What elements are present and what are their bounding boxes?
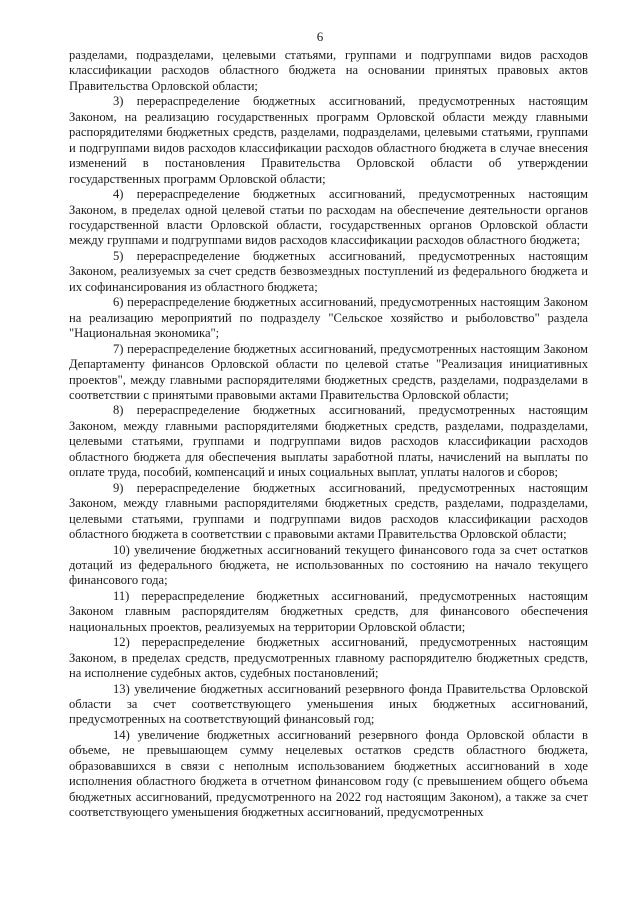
paragraph-item-13: 13) увеличение бюджетных ассигнований резервного фонда Правительства Орловской области за счет соответствующего уменьшения иных бюджетных ассигнований, предусмотренных на соответствующий финансовый год; — [69, 681, 588, 727]
paragraph-item-9: 9) перераспределение бюджетных ассигнований, предусмотренных настоящим Законом, между главными распорядителями бюджетных средств, разделами, подразделами, целевыми статьями, группами и подгруппами видов расходов классификации расходов областного бюджета в соответствии с правовыми актами Правительства Орловской области; — [69, 480, 588, 542]
paragraph-item-6: 6) перераспределение бюджетных ассигнований, предусмотренных настоящим Законом на реализацию мероприятий по подразделу "Сельское хозяйство и рыболовство" раздела "Национальная экономика"; — [69, 295, 588, 341]
paragraph-item-5: 5) перераспределение бюджетных ассигнований, предусмотренных настоящим Законом, реализуемых за счет средств безвозмездных поступлений из федерального бюджета и их софинансирования из областного бюджета; — [69, 248, 588, 294]
paragraph-continuation: разделами, подразделами, целевыми статьями, группами и подгруппами видов расходов классификации расходов областного бюджета на основании принятых правовых актов Правительства Орловской области; — [69, 48, 588, 93]
paragraph-item-4: 4) перераспределение бюджетных ассигнований, предусмотренных настоящим Законом, в пределах одной целевой статьи по расходам на обеспечение деятельности органов государственной власти Орловской области, государственных органов Орловской области между группами и подгруппами видов расходов классификации расходов областного бюджета; — [69, 187, 588, 248]
paragraph-item-10: 10) увеличение бюджетных ассигнований текущего финансового года за счет остатков дотаций из федерального бюджета, не использованных по состоянию на начало текущего финансового года; — [69, 542, 588, 588]
document-body — [69, 48, 588, 821]
page-number: 6 — [316, 29, 324, 44]
paragraph-item-3: 3) перераспределение бюджетных ассигнований, предусмотренных настоящим Законом, на реализацию государственных программ Орловской области между главными распорядителями бюджетных средств, разделами, подразделами, целевыми статьями, группами и подгруппами видов расходов классификации расходов областного бюджета в случае внесения изменений в постановления Правительства Орловской области об утверждении государственных программ Орловской области; — [69, 94, 588, 186]
paragraph-item-14: 14) увеличение бюджетных ассигнований резервного фонда Орловской области в объеме, не превышающем сумму нецелевых остатков средств областного бюджета, образовавшихся в связи с неполным использованием бюджетных ассигнований в ходе исполнения областного бюджета в отчетном финансовом году (с превышением общего объема бюджетных ассигнований, предусмотренного на 2022 год настоящим Законом), а также за счет соответствующего уменьшения бюджетных ассигнований, предусмотренных — [69, 727, 588, 820]
paragraph-item-7: 7) перераспределение бюджетных ассигнований, предусмотренных настоящим Законом Департаменту финансов Орловской области по целевой статье "Реализация инициативных проектов", между главными распорядителями бюджетных средств, разделами, подразделами в соответствии с принятыми правовыми актами Правительства Орловской области; — [69, 341, 588, 402]
paragraph-item-11: 11) перераспределение бюджетных ассигнований, предусмотренных настоящим Законом главным распорядителям бюджетных средств, для финансового обеспечения национальных проектов, реализуемых на территории Орловской области; — [69, 588, 588, 634]
paragraph-item-8: 8) перераспределение бюджетных ассигнований, предусмотренных настоящим Законом, между главными распорядителями бюджетных средств, разделами, подразделами, целевыми статьями, группами и подгруппами видов расходов классификации расходов областного бюджета для обеспечения выплаты заработной платы, начислений на выплаты по оплате труда, пособий, компенсаций и иных социальных выплат, уплаты налогов и сборов; — [69, 403, 588, 480]
paragraph-item-12: 12) перераспределение бюджетных ассигнований, предусмотренных настоящим Законом, в пределах средств, предусмотренных главному распорядителю бюджетных средств, на исполнение судебных актов, судебных постановлений; — [69, 635, 588, 681]
